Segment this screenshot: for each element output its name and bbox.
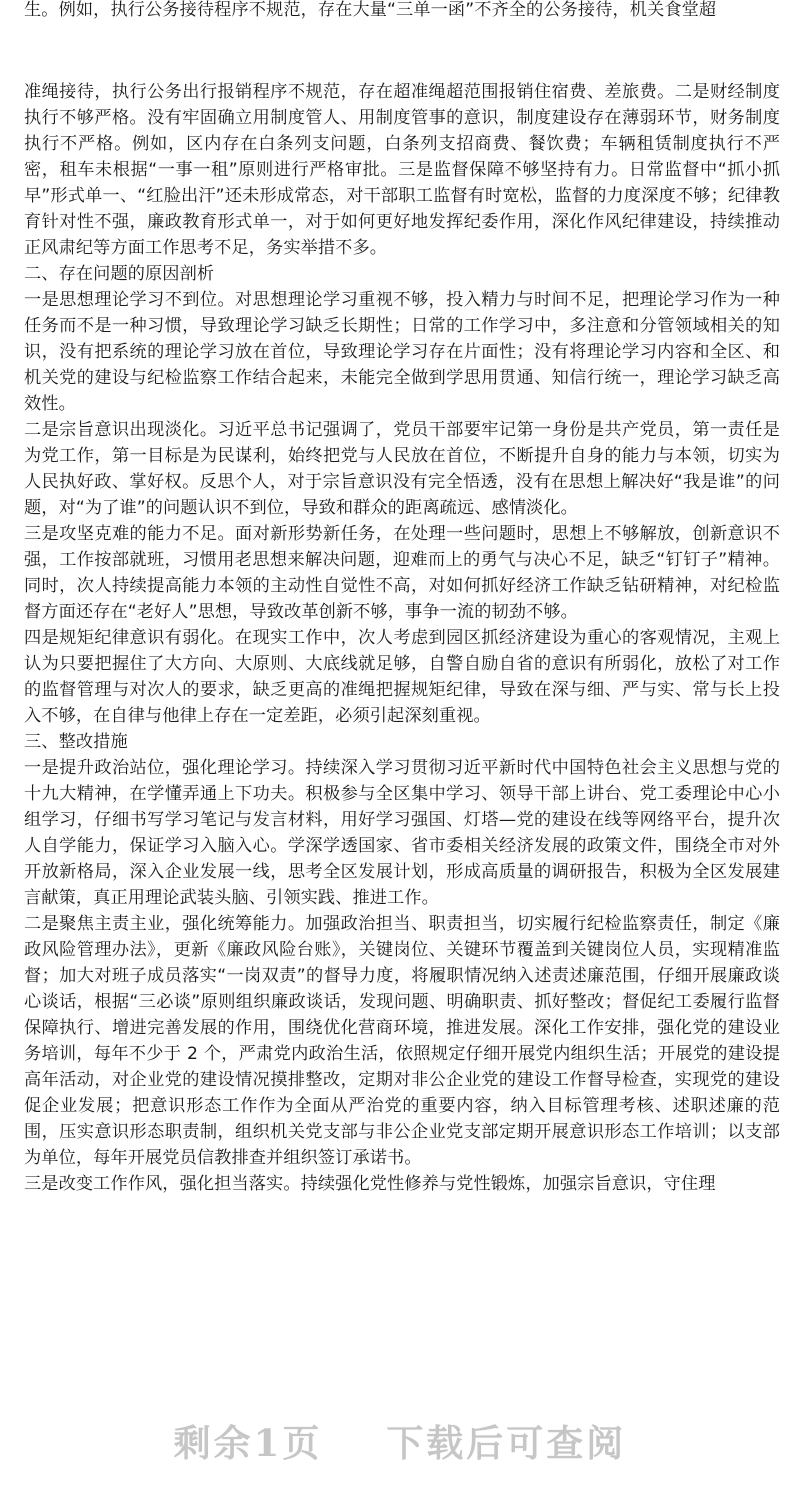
paragraph: 二是宗旨意识出现淡化。习近平总书记强调了，党员干部要牢记第一身份是共产党员，第一责任是为党工作，第一目标是为民谋利，始终把党与人民放在首位，不断提升自身的能力与本领，切实为人民执好政、掌好权。反思个人，对于宗旨意识没有完全悟透，没有在思想上解决好“我是谁”的问题，对“为了谁”的问题认识不到位，导致和群众的距离疏远、感情淡化。: [24, 420, 780, 518]
document-body: [24, 79, 780, 1197]
section-heading: 二、存在问题的原因剖析: [24, 264, 215, 284]
paragraph: 一是提升政治站位，强化理论学习。持续深入学习贯彻习近平新时代中国特色社会主义思想与党的十九大精神，在学懂弄通上下功夫。积极参与全区集中学习、领导干部上讲台、党工委理论中心小组学习，仔细书写学习笔记与发言材料，用好学习强国、灯塔—党的建设在线等网络平台，提升次人自学能力，保证学习入脑入心。学深学透国家、省市委相关经济发展的政策文件，围绕全市对外开放新格局，深入企业发展一线，思考全区发展计划，形成高质量的调研报告，积极为全区发展建言献策，真正用理论武装头脑、引领实践、推进工作。: [24, 758, 780, 908]
paragraph: 三是改变工作作风，强化担当落实。持续强化党性修养与党性锻炼，加强宗旨意识，守住理: [24, 1174, 716, 1194]
paragraph: 一是思想理论学习不到位。对思想理论学习重视不够，投入精力与时间不足，把理论学习作为一种任务而不是一种习惯，导致理论学习缺乏长期性；日常的工作学习中，多注意和分管领域相关的知识，没有把系统的理论学习放在首位，导致理论学习存在片面性；没有将理论学习内容和全区、和机关党的建设与纪检监察工作结合起来，未能完全做到学思用贯通、知信行统一，理论学习缺乏高效性。: [24, 290, 780, 414]
section-heading: 三、整改措施: [24, 732, 128, 752]
paragraph: 准绳接待，执行公务出行报销程序不规范，存在超准绳超范围报销住宿费、差旅费。二是财经制度执行不够严格。没有牢固确立用制度管人、用制度管事的意识，制度建设存在薄弱环节，财务制度执行不严格。例如，区内存在白条列支问题，白条列支招商费、餐饮费；车辆租赁制度执行不严密，租车未根据“一事一租”原则进行严格审批。三是监督保障不够坚持有力。日常监督中“抓小抓早”形式单一、“红脸出汗”还未形成常态，对干部职工监督有时宽松，监督的力度深度不够；纪律教育针对性不强，廉政教育形式单一，对于如何更好地发挥纪委作用，深化作风纪律建设，持续推动正风肃纪等方面工作思考不足，务实举措不多。: [24, 82, 780, 258]
download-to-view-label: 下载后可查阅: [386, 1421, 627, 1465]
download-prompt[interactable]: [0, 1413, 800, 1467]
paragraph: 三是攻坚克难的能力不足。面对新形势新任务，在处理一些问题时，思想上不够解放，创新意识不强，工作按部就班，习惯用老思想来解决问题，迎难而上的勇气与决心不足，缺乏“钉钉子”精神。同时，次人持续提高能力本领的主动性自觉性不高，对如何抓好经济工作缺乏钻研精神，对纪检监督方面还存在“老好人”思想，导致改革创新不够，事争一流的韧劲不够。: [24, 524, 780, 622]
top-fragment: [24, 0, 780, 23]
paragraph: 四是规矩纪律意识有弱化。在现实工作中，次人考虑到园区抓经济建设为重心的客观情况，主观上认为只要把握住了大方向、大原则、大底线就足够，自警自励自省的意识有所弱化，放松了对工作的监督管理与对次人的要求，缺乏更高的准绳把握规矩纪律，导致在深与细、严与实、常与长上投入不够，在自律与他律上存在一定差距，必须引起深刻重视。: [24, 628, 780, 726]
fragment-line: 生。例如，执行公务接待程序不规范，存在大量“三单一函”不齐全的公务接待，机关食堂超: [24, 0, 717, 20]
paragraph: 二是聚焦主责主业，强化统筹能力。加强政治担当、职责担当，切实履行纪检监察责任，制定《廉政风险管理办法》，更新《廉政风险台账》，关键岗位、关键环节覆盖到关键岗位人员，实现精准监督；加大对班子成员落实“一岗双责”的督导力度，将履职情况纳入述责述廉范围，仔细开展廉政谈心谈话，根据“三必谈”原则组织廉政谈话，发现问题、明确职责、抓好整改；督促纪工委履行监督保障执行、增进完善发展的作用，围绕优化营商环境，推进发展。深化工作安排，强化党的建设业务培训，每年不少于 2 个，严肃党内政治生活，依照规定仔细开展党内组织生活；开展党的建设提高年活动，对企业党的建设情况摸排整改，定期对非公企业党的建设工作督导检查，实现党的建设促企业发展；把意识形态工作作为全面从严治党的重要内容，纳入目标管理考核、述职述廉的范围，压实意识形态职责制，组织机关党支部与非公企业党支部定期开展意识形态工作培训；以支部为单位，每年开展党员信教排查并组织签订承诺书。: [24, 914, 780, 1168]
remaining-pages-label: 剩余1页: [173, 1421, 323, 1465]
